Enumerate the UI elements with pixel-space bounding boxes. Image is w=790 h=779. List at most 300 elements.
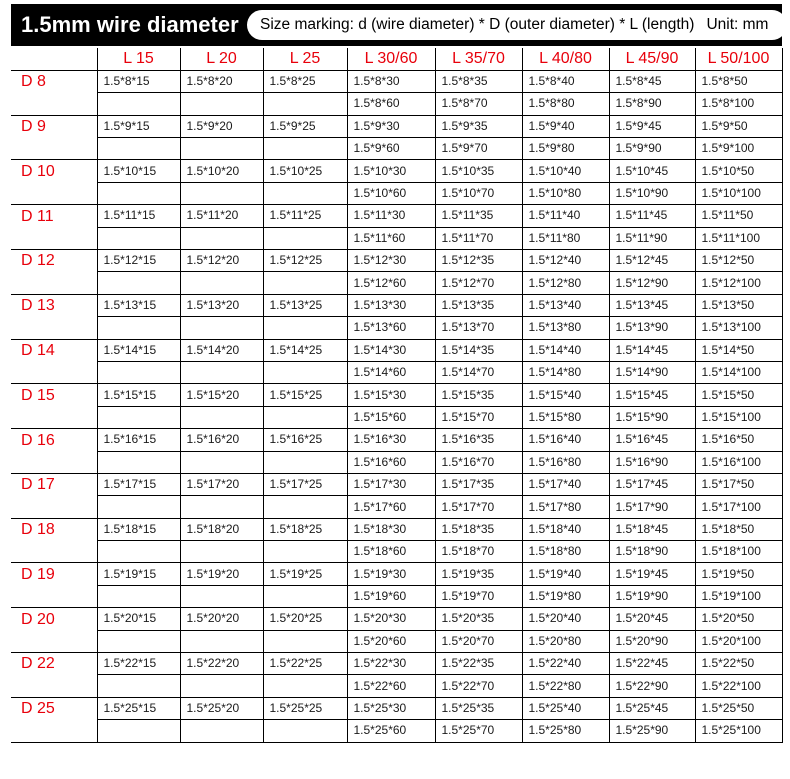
size-cell: 1.5*8*35 xyxy=(435,70,522,92)
size-cell: 1.5*17*40 xyxy=(522,473,609,495)
size-cell: 1.5*13*50 xyxy=(695,294,782,316)
size-cell: 1.5*11*100 xyxy=(695,227,782,249)
table-row xyxy=(11,317,782,339)
size-cell: 1.5*20*35 xyxy=(435,608,522,630)
size-cell: 1.5*9*15 xyxy=(97,115,180,137)
size-cell: 1.5*16*100 xyxy=(695,451,782,473)
size-cell: 1.5*17*80 xyxy=(522,496,609,518)
size-cell: 1.5*25*25 xyxy=(263,697,347,719)
table-row xyxy=(11,451,782,473)
size-cell: 1.5*17*60 xyxy=(347,496,435,518)
size-cell: 1.5*14*40 xyxy=(522,339,609,361)
size-cell: 1.5*25*60 xyxy=(347,720,435,742)
size-cell: 1.5*22*45 xyxy=(609,653,695,675)
empty-cell xyxy=(97,93,180,115)
size-cell: 1.5*11*70 xyxy=(435,227,522,249)
empty-cell xyxy=(263,496,347,518)
size-cell: 1.5*10*80 xyxy=(522,182,609,204)
size-cell: 1.5*15*15 xyxy=(97,384,180,406)
empty-cell xyxy=(263,720,347,742)
empty-cell xyxy=(97,541,180,563)
size-cell: 1.5*12*50 xyxy=(695,250,782,272)
size-cell: 1.5*11*90 xyxy=(609,227,695,249)
size-cell: 1.5*10*30 xyxy=(347,160,435,182)
empty-cell xyxy=(180,630,263,652)
size-cell: 1.5*12*25 xyxy=(263,250,347,272)
size-cell: 1.5*11*30 xyxy=(347,205,435,227)
size-cell: 1.5*16*30 xyxy=(347,429,435,451)
row-label-spacer xyxy=(11,496,97,518)
size-cell: 1.5*15*45 xyxy=(609,384,695,406)
table-row xyxy=(11,630,782,652)
empty-cell xyxy=(263,138,347,160)
table-row xyxy=(11,384,782,406)
empty-cell xyxy=(180,496,263,518)
empty-cell xyxy=(263,406,347,428)
size-cell: 1.5*11*80 xyxy=(522,227,609,249)
empty-cell xyxy=(263,227,347,249)
table-row xyxy=(11,138,782,160)
size-cell: 1.5*22*35 xyxy=(435,653,522,675)
empty-cell xyxy=(180,406,263,428)
row-label-spacer xyxy=(11,720,97,742)
size-cell: 1.5*22*20 xyxy=(180,653,263,675)
size-cell: 1.5*14*30 xyxy=(347,339,435,361)
size-cell: 1.5*19*100 xyxy=(695,585,782,607)
size-cell: 1.5*8*20 xyxy=(180,70,263,92)
row-label-spacer xyxy=(11,585,97,607)
row-label: D 19 xyxy=(11,563,97,585)
size-cell: 1.5*9*20 xyxy=(180,115,263,137)
size-cell: 1.5*25*70 xyxy=(435,720,522,742)
empty-cell xyxy=(97,630,180,652)
size-cell: 1.5*17*50 xyxy=(695,473,782,495)
size-cell: 1.5*9*25 xyxy=(263,115,347,137)
size-cell: 1.5*18*25 xyxy=(263,518,347,540)
size-cell: 1.5*9*90 xyxy=(609,138,695,160)
size-cell: 1.5*11*15 xyxy=(97,205,180,227)
size-cell: 1.5*12*80 xyxy=(522,272,609,294)
size-cell: 1.5*17*30 xyxy=(347,473,435,495)
row-label-spacer xyxy=(11,541,97,563)
size-cell: 1.5*15*35 xyxy=(435,384,522,406)
size-cell: 1.5*18*90 xyxy=(609,541,695,563)
size-cell: 1.5*11*35 xyxy=(435,205,522,227)
table-row xyxy=(11,361,782,383)
size-cell: 1.5*13*15 xyxy=(97,294,180,316)
empty-cell xyxy=(263,361,347,383)
row-label: D 17 xyxy=(11,473,97,495)
column-header: L 20 xyxy=(180,48,263,70)
size-cell: 1.5*13*35 xyxy=(435,294,522,316)
size-cell: 1.5*12*35 xyxy=(435,250,522,272)
empty-cell xyxy=(180,675,263,697)
empty-cell xyxy=(263,541,347,563)
size-cell: 1.5*11*45 xyxy=(609,205,695,227)
size-cell: 1.5*10*15 xyxy=(97,160,180,182)
size-cell: 1.5*13*45 xyxy=(609,294,695,316)
table-row xyxy=(11,608,782,630)
row-label: D 15 xyxy=(11,384,97,406)
table-row xyxy=(11,406,782,428)
size-cell: 1.5*12*90 xyxy=(609,272,695,294)
size-cell: 1.5*10*45 xyxy=(609,160,695,182)
size-cell: 1.5*8*70 xyxy=(435,93,522,115)
size-cell: 1.5*9*30 xyxy=(347,115,435,137)
size-cell: 1.5*19*20 xyxy=(180,563,263,585)
size-cell: 1.5*15*30 xyxy=(347,384,435,406)
size-cell: 1.5*12*70 xyxy=(435,272,522,294)
size-cell: 1.5*8*30 xyxy=(347,70,435,92)
size-cell: 1.5*10*60 xyxy=(347,182,435,204)
size-cell: 1.5*9*60 xyxy=(347,138,435,160)
size-cell: 1.5*25*35 xyxy=(435,697,522,719)
column-header: L 50/100 xyxy=(695,48,782,70)
size-cell: 1.5*18*80 xyxy=(522,541,609,563)
size-cell: 1.5*25*30 xyxy=(347,697,435,719)
row-label-spacer xyxy=(11,406,97,428)
size-cell: 1.5*20*20 xyxy=(180,608,263,630)
size-cell: 1.5*9*70 xyxy=(435,138,522,160)
row-label-spacer xyxy=(11,451,97,473)
header-bar xyxy=(11,4,782,46)
empty-cell xyxy=(180,541,263,563)
corner-cell xyxy=(11,48,97,70)
row-label: D 8 xyxy=(11,70,97,92)
size-cell: 1.5*11*20 xyxy=(180,205,263,227)
size-cell: 1.5*22*70 xyxy=(435,675,522,697)
row-label: D 25 xyxy=(11,697,97,719)
size-cell: 1.5*19*45 xyxy=(609,563,695,585)
size-cell: 1.5*13*90 xyxy=(609,317,695,339)
size-cell: 1.5*10*25 xyxy=(263,160,347,182)
empty-cell xyxy=(97,720,180,742)
empty-cell xyxy=(97,496,180,518)
size-cell: 1.5*20*100 xyxy=(695,630,782,652)
size-cell: 1.5*18*20 xyxy=(180,518,263,540)
table-row xyxy=(11,585,782,607)
size-cell: 1.5*19*90 xyxy=(609,585,695,607)
size-cell: 1.5*18*40 xyxy=(522,518,609,540)
empty-cell xyxy=(97,406,180,428)
size-cell: 1.5*20*60 xyxy=(347,630,435,652)
size-cell: 1.5*25*80 xyxy=(522,720,609,742)
size-cell: 1.5*16*70 xyxy=(435,451,522,473)
size-cell: 1.5*11*50 xyxy=(695,205,782,227)
empty-cell xyxy=(263,93,347,115)
size-cell: 1.5*16*45 xyxy=(609,429,695,451)
size-cell: 1.5*10*35 xyxy=(435,160,522,182)
table-row xyxy=(11,272,782,294)
size-cell: 1.5*20*15 xyxy=(97,608,180,630)
size-cell: 1.5*14*20 xyxy=(180,339,263,361)
page-title: 1.5mm wire diameter xyxy=(21,12,239,37)
empty-cell xyxy=(180,720,263,742)
empty-cell xyxy=(97,227,180,249)
table-row xyxy=(11,473,782,495)
size-cell: 1.5*22*80 xyxy=(522,675,609,697)
size-cell: 1.5*19*25 xyxy=(263,563,347,585)
table-row xyxy=(11,429,782,451)
empty-cell xyxy=(180,227,263,249)
table-row xyxy=(11,675,782,697)
row-label-spacer xyxy=(11,138,97,160)
size-cell: 1.5*12*40 xyxy=(522,250,609,272)
size-cell: 1.5*25*45 xyxy=(609,697,695,719)
table-row xyxy=(11,697,782,719)
size-cell: 1.5*19*35 xyxy=(435,563,522,585)
size-cell: 1.5*18*60 xyxy=(347,541,435,563)
table-row xyxy=(11,115,782,137)
size-cell: 1.5*16*60 xyxy=(347,451,435,473)
size-cell: 1.5*25*15 xyxy=(97,697,180,719)
column-header-row xyxy=(11,48,782,70)
table-row xyxy=(11,294,782,316)
row-label-spacer xyxy=(11,317,97,339)
size-cell: 1.5*10*90 xyxy=(609,182,695,204)
size-cell: 1.5*17*35 xyxy=(435,473,522,495)
size-cell: 1.5*19*50 xyxy=(695,563,782,585)
column-header: L 40/80 xyxy=(522,48,609,70)
size-cell: 1.5*22*15 xyxy=(97,653,180,675)
empty-cell xyxy=(97,675,180,697)
row-label: D 14 xyxy=(11,339,97,361)
size-cell: 1.5*8*45 xyxy=(609,70,695,92)
size-cell: 1.5*25*20 xyxy=(180,697,263,719)
size-cell: 1.5*16*50 xyxy=(695,429,782,451)
table-row xyxy=(11,339,782,361)
size-cell: 1.5*13*20 xyxy=(180,294,263,316)
size-cell: 1.5*13*80 xyxy=(522,317,609,339)
size-cell: 1.5*14*50 xyxy=(695,339,782,361)
size-cell: 1.5*8*50 xyxy=(695,70,782,92)
row-label-spacer xyxy=(11,675,97,697)
size-cell: 1.5*18*50 xyxy=(695,518,782,540)
row-label: D 12 xyxy=(11,250,97,272)
size-cell: 1.5*12*20 xyxy=(180,250,263,272)
size-cell: 1.5*18*70 xyxy=(435,541,522,563)
row-label-spacer xyxy=(11,272,97,294)
empty-cell xyxy=(180,272,263,294)
empty-cell xyxy=(263,675,347,697)
row-label: D 11 xyxy=(11,205,97,227)
column-header: L 35/70 xyxy=(435,48,522,70)
empty-cell xyxy=(97,451,180,473)
size-cell: 1.5*25*100 xyxy=(695,720,782,742)
size-cell: 1.5*17*15 xyxy=(97,473,180,495)
size-cell: 1.5*10*20 xyxy=(180,160,263,182)
size-cell: 1.5*14*90 xyxy=(609,361,695,383)
size-cell: 1.5*8*100 xyxy=(695,93,782,115)
size-cell: 1.5*20*40 xyxy=(522,608,609,630)
size-cell: 1.5*17*20 xyxy=(180,473,263,495)
size-cell: 1.5*12*30 xyxy=(347,250,435,272)
size-cell: 1.5*13*60 xyxy=(347,317,435,339)
size-cell: 1.5*22*40 xyxy=(522,653,609,675)
size-cell: 1.5*14*15 xyxy=(97,339,180,361)
table-row xyxy=(11,496,782,518)
row-label-spacer xyxy=(11,93,97,115)
table-row xyxy=(11,518,782,540)
size-cell: 1.5*22*50 xyxy=(695,653,782,675)
size-cell: 1.5*20*70 xyxy=(435,630,522,652)
size-cell: 1.5*20*50 xyxy=(695,608,782,630)
size-cell: 1.5*22*30 xyxy=(347,653,435,675)
size-cell: 1.5*20*45 xyxy=(609,608,695,630)
size-cell: 1.5*13*30 xyxy=(347,294,435,316)
size-cell: 1.5*20*90 xyxy=(609,630,695,652)
empty-cell xyxy=(180,93,263,115)
size-cell: 1.5*15*40 xyxy=(522,384,609,406)
size-cell: 1.5*14*80 xyxy=(522,361,609,383)
table-row xyxy=(11,653,782,675)
size-cell: 1.5*17*100 xyxy=(695,496,782,518)
size-cell: 1.5*10*50 xyxy=(695,160,782,182)
row-label: D 9 xyxy=(11,115,97,137)
empty-cell xyxy=(97,317,180,339)
size-cell: 1.5*9*35 xyxy=(435,115,522,137)
table-row xyxy=(11,250,782,272)
size-cell: 1.5*15*70 xyxy=(435,406,522,428)
column-header: L 25 xyxy=(263,48,347,70)
size-cell: 1.5*13*70 xyxy=(435,317,522,339)
size-cell: 1.5*9*80 xyxy=(522,138,609,160)
empty-cell xyxy=(180,182,263,204)
size-cell: 1.5*11*25 xyxy=(263,205,347,227)
size-cell: 1.5*8*80 xyxy=(522,93,609,115)
table-row xyxy=(11,541,782,563)
empty-cell xyxy=(263,272,347,294)
empty-cell xyxy=(180,451,263,473)
row-label: D 13 xyxy=(11,294,97,316)
size-cell: 1.5*9*40 xyxy=(522,115,609,137)
row-label-spacer xyxy=(11,361,97,383)
table-row xyxy=(11,720,782,742)
table-row xyxy=(11,70,782,92)
size-cell: 1.5*17*25 xyxy=(263,473,347,495)
size-cell: 1.5*8*40 xyxy=(522,70,609,92)
size-cell: 1.5*15*80 xyxy=(522,406,609,428)
empty-cell xyxy=(180,317,263,339)
size-cell: 1.5*12*60 xyxy=(347,272,435,294)
size-cell: 1.5*15*100 xyxy=(695,406,782,428)
size-cell: 1.5*18*45 xyxy=(609,518,695,540)
row-label: D 20 xyxy=(11,608,97,630)
size-cell: 1.5*19*30 xyxy=(347,563,435,585)
size-cell: 1.5*10*40 xyxy=(522,160,609,182)
size-cell: 1.5*10*100 xyxy=(695,182,782,204)
empty-cell xyxy=(180,138,263,160)
empty-cell xyxy=(97,182,180,204)
row-label-spacer xyxy=(11,630,97,652)
size-cell: 1.5*19*15 xyxy=(97,563,180,585)
size-cell: 1.5*20*30 xyxy=(347,608,435,630)
size-cell: 1.5*14*25 xyxy=(263,339,347,361)
size-cell: 1.5*20*80 xyxy=(522,630,609,652)
size-cell: 1.5*8*60 xyxy=(347,93,435,115)
size-cell: 1.5*25*40 xyxy=(522,697,609,719)
size-cell: 1.5*16*40 xyxy=(522,429,609,451)
size-cell: 1.5*16*80 xyxy=(522,451,609,473)
size-cell: 1.5*19*60 xyxy=(347,585,435,607)
size-marking-text: Size marking: d (wire diameter) * D (outer diameter) * L (length) xyxy=(260,16,695,33)
size-cell: 1.5*15*25 xyxy=(263,384,347,406)
size-cell: 1.5*19*80 xyxy=(522,585,609,607)
size-cell: 1.5*13*40 xyxy=(522,294,609,316)
size-cell: 1.5*14*35 xyxy=(435,339,522,361)
size-cell: 1.5*17*45 xyxy=(609,473,695,495)
empty-cell xyxy=(263,451,347,473)
empty-cell xyxy=(97,272,180,294)
size-cell: 1.5*8*90 xyxy=(609,93,695,115)
empty-cell xyxy=(97,361,180,383)
table-row xyxy=(11,227,782,249)
size-cell: 1.5*20*25 xyxy=(263,608,347,630)
size-cell: 1.5*16*25 xyxy=(263,429,347,451)
empty-cell xyxy=(263,182,347,204)
table-row xyxy=(11,182,782,204)
size-cell: 1.5*16*20 xyxy=(180,429,263,451)
size-cell: 1.5*17*70 xyxy=(435,496,522,518)
row-label: D 16 xyxy=(11,429,97,451)
size-cell: 1.5*12*45 xyxy=(609,250,695,272)
size-cell: 1.5*9*50 xyxy=(695,115,782,137)
empty-cell xyxy=(263,630,347,652)
size-cell: 1.5*15*50 xyxy=(695,384,782,406)
size-cell: 1.5*8*25 xyxy=(263,70,347,92)
size-cell: 1.5*16*15 xyxy=(97,429,180,451)
size-cell: 1.5*18*15 xyxy=(97,518,180,540)
size-cell: 1.5*22*25 xyxy=(263,653,347,675)
size-cell: 1.5*14*100 xyxy=(695,361,782,383)
table-row xyxy=(11,563,782,585)
size-cell: 1.5*16*35 xyxy=(435,429,522,451)
empty-cell xyxy=(180,361,263,383)
row-label-spacer xyxy=(11,182,97,204)
size-cell: 1.5*12*100 xyxy=(695,272,782,294)
size-cell: 1.5*18*100 xyxy=(695,541,782,563)
empty-cell xyxy=(97,585,180,607)
size-cell: 1.5*9*100 xyxy=(695,138,782,160)
size-cell: 1.5*22*100 xyxy=(695,675,782,697)
size-table xyxy=(11,48,783,743)
column-header: L 30/60 xyxy=(347,48,435,70)
size-cell: 1.5*8*15 xyxy=(97,70,180,92)
size-cell: 1.5*11*40 xyxy=(522,205,609,227)
size-cell: 1.5*25*90 xyxy=(609,720,695,742)
size-cell: 1.5*22*90 xyxy=(609,675,695,697)
row-label: D 10 xyxy=(11,160,97,182)
size-cell: 1.5*16*90 xyxy=(609,451,695,473)
size-cell: 1.5*14*70 xyxy=(435,361,522,383)
size-cell: 1.5*25*50 xyxy=(695,697,782,719)
empty-cell xyxy=(97,138,180,160)
size-cell: 1.5*18*35 xyxy=(435,518,522,540)
size-cell: 1.5*15*60 xyxy=(347,406,435,428)
row-label: D 22 xyxy=(11,653,97,675)
empty-cell xyxy=(180,585,263,607)
table-row xyxy=(11,93,782,115)
size-cell: 1.5*12*15 xyxy=(97,250,180,272)
size-cell: 1.5*13*25 xyxy=(263,294,347,316)
table-row xyxy=(11,205,782,227)
size-cell: 1.5*19*70 xyxy=(435,585,522,607)
size-cell: 1.5*15*20 xyxy=(180,384,263,406)
size-cell: 1.5*18*30 xyxy=(347,518,435,540)
size-marking-note xyxy=(247,10,787,40)
size-cell: 1.5*14*60 xyxy=(347,361,435,383)
size-cell: 1.5*19*40 xyxy=(522,563,609,585)
